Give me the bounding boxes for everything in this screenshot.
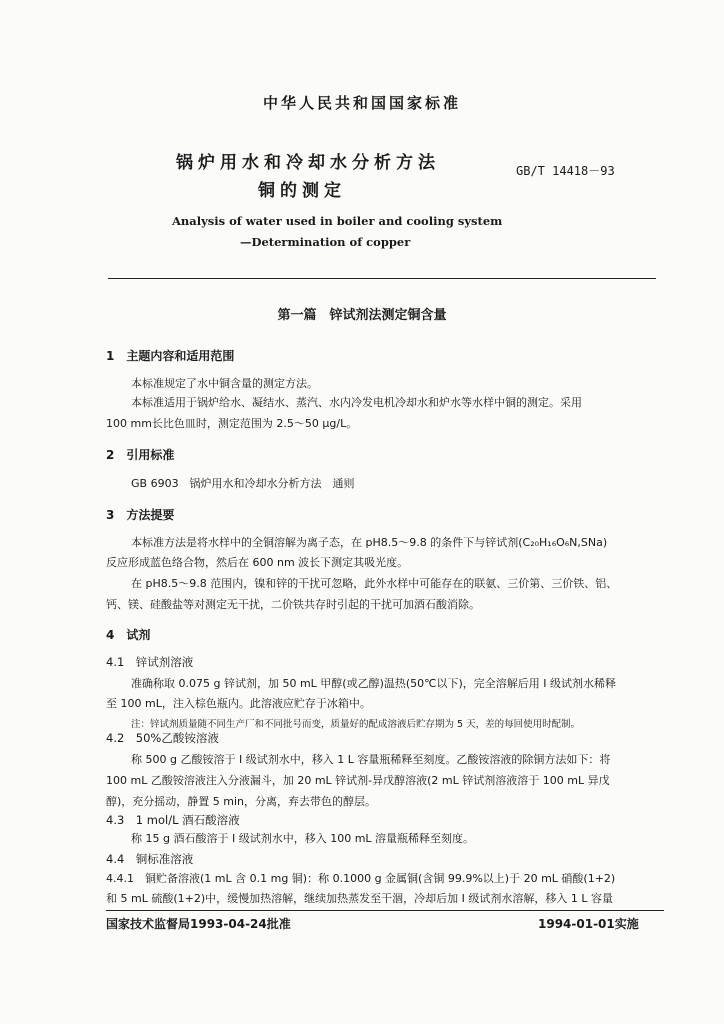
section-4-1-note: 注：锌试剂质量随不同生产厂和不同批号而变，质量好的配成溶液后贮存期为 5 天，差的每回使用时配制。 (131, 719, 581, 730)
section-1-para-2-line-1: 本标准适用于锅炉给水、凝结水、蒸汽、水内冷发电机冷却水和炉水等水样中铜的测定。采用 (131, 396, 582, 409)
section-4-4-para-line-1: 4.4.1 铜贮备溶液(1 mL 含 0.1 mg 铜)：称 0.1000 g 金属铜(含铜 99.9%以上)于 20 mL 硝酸(1+2) (106, 872, 616, 885)
section-1-heading: 1 主题内容和适用范围 (106, 349, 235, 363)
standard-code: GB/T 14418－93 (516, 164, 615, 178)
section-4-1-para-line-1: 准确称取 0.075 g 锌试剂，加 50 mL 甲醇(或乙醇)温热(50℃以下)，完全溶解后用 I 级试剂水稀释 (131, 677, 617, 690)
section-4-3-heading: 4.3 1 mol/L 酒石酸溶液 (106, 813, 240, 827)
footer-divider (106, 910, 664, 911)
section-2-reference: GB 6903 锅炉用水和冷却水分析方法 通则 (131, 477, 355, 490)
section-4-4-para-line-2: 和 5 mL 硫酸(1+2)中，缓慢加热溶解，继续加热蒸发至干涸，冷却后加 I 级试剂水溶解，移入 1 L 容量 (106, 892, 613, 905)
english-title: Analysis of water used in boiler and cooling system (172, 214, 503, 228)
section-3-para-1-line-2: 反应形成蓝色络合物，然后在 600 nm 波长下测定其吸光度。 (106, 556, 409, 569)
section-3-heading: 3 方法提要 (106, 508, 175, 522)
section-4-2-para-line-2: 100 mL 乙酸铵溶液注入分液漏斗，加 20 mL 锌试剂-异戊醇溶液(2 mL 锌试剂溶液溶于 100 mL 异戊 (106, 774, 610, 787)
document-subtitle: 铜的测定 (258, 181, 346, 201)
section-3-para-2-line-1: 在 pH8.5～9.8 范围内，镍和锌的干扰可忽略，此外水样中可能存在的联氨、三价第、三价铁、铝、 (131, 577, 618, 590)
national-standard-label: 中华人民共和国国家标准 (262, 94, 461, 112)
section-4-heading: 4 试剂 (106, 628, 151, 642)
part-title: 第一篇 锌试剂法测定铜含量 (277, 308, 447, 323)
section-3-para-1-line-1: 本标准方法是将水样中的全铜溶解为离子态，在 pH8.5～9.8 的条件下与锌试剂(C₂₀H₁₆O₆N,SNa) (131, 536, 608, 549)
section-1-para-1: 本标准规定了水中铜含量的测定方法。 (131, 377, 318, 390)
section-4-1-para-line-2: 至 100 mL，注入棕色瓶内。此溶液应贮存于冰箱中。 (106, 697, 371, 710)
section-1-para-2-line-2: 100 mm长比色皿时，测定范围为 2.5～50 μg/L。 (106, 417, 358, 430)
english-subtitle: —Determination of copper (240, 235, 411, 249)
header-divider (108, 278, 656, 279)
section-4-4-heading: 4.4 铜标准溶液 (106, 852, 194, 866)
section-4-2-para-line-1: 称 500 g 乙酸铵溶于 I 级试剂水中，移入 1 L 容量瓶稀释至刻度。乙酸铵溶液的除铜方法如下：将 (131, 753, 611, 766)
section-3-para-2-line-2: 钙、镁、硅酸盐等对测定无干扰，二价铁共存时引起的干扰可加酒石酸消除。 (106, 598, 480, 611)
section-4-2-para-line-3: 醇)，充分摇动，静置 5 min，分离，弃去带色的醇层。 (106, 795, 377, 808)
document-title: 锅炉用水和冷却水分析方法 (176, 153, 440, 173)
section-4-1-heading: 4.1 锌试剂溶液 (106, 655, 194, 669)
section-4-2-heading: 4.2 50%乙酸铵溶液 (106, 731, 219, 745)
effective-date: 1994-01-01实施 (538, 917, 639, 931)
section-4-3-para: 称 15 g 酒石酸溶于 I 级试剂水中，移入 100 mL 溶量瓶稀释至刻度。 (131, 832, 475, 845)
section-2-heading: 2 引用标准 (106, 448, 175, 462)
approval-info: 国家技术监督局1993-04-24批准 (106, 917, 291, 931)
